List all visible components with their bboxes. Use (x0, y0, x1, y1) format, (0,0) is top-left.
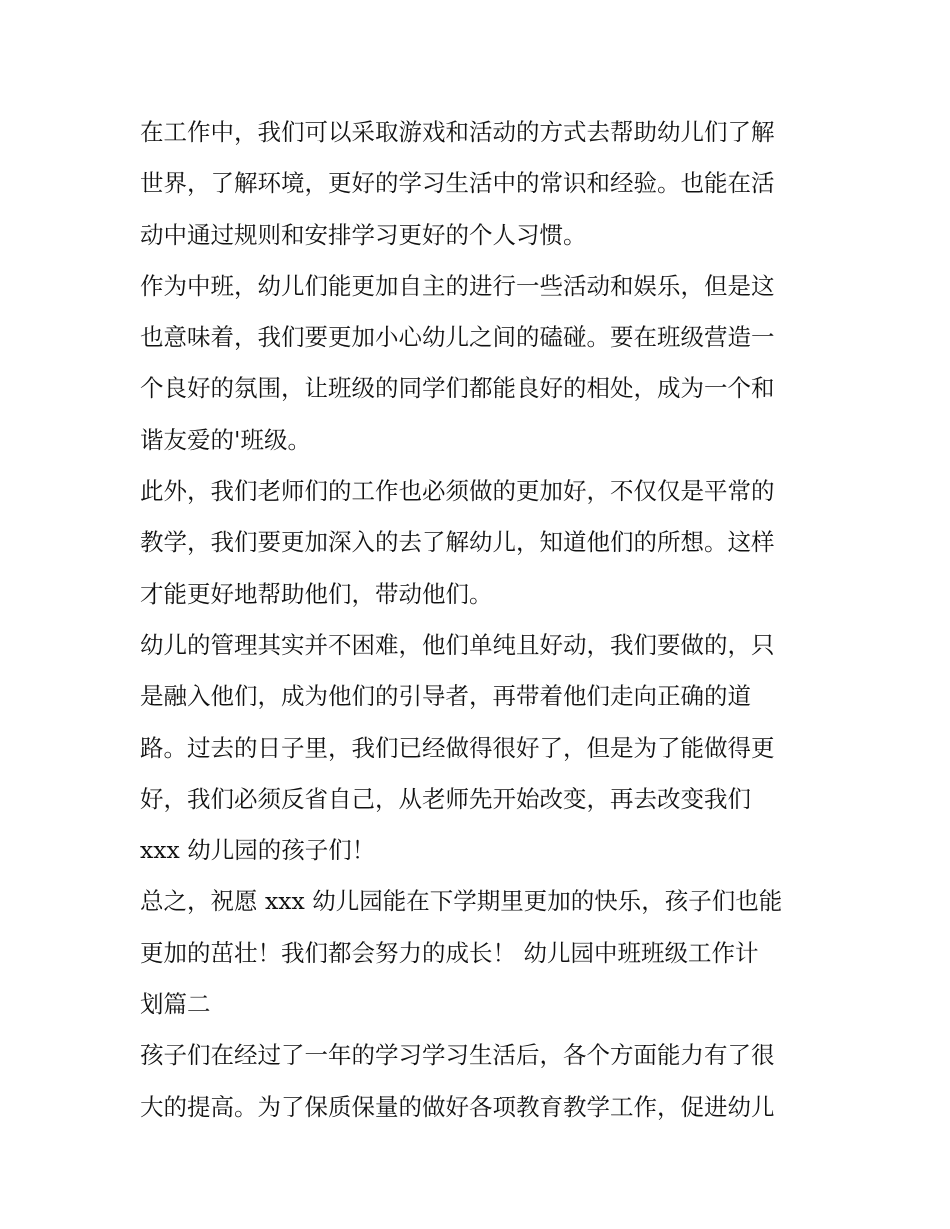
text-line: 个良好的氛围，让班级的同学们都能良好的相处，成为一个和 (140, 374, 775, 403)
text-line: 孩子们在经过了一年的学习学习生活后，各个方面能力有了很 (140, 1041, 775, 1070)
text-line: 作为中班，幼儿们能更加自主的进行一些活动和娱乐，但是这 (140, 271, 775, 300)
text-line: 在工作中，我们可以采取游戏和活动的方式去帮助幼儿们了解 (140, 118, 775, 146)
text-line: 也意味着，我们要更加小心幼儿之间的磕碰。要在班级营造一 (140, 323, 775, 352)
text-line: 划篇二 (140, 990, 211, 1019)
text-line: 教学，我们要更加深入的去了解幼儿，知道他们的所想。这样 (140, 528, 775, 557)
text-line: 幼儿的管理其实并不困难，他们单纯且好动，我们要做的，只 (140, 630, 775, 659)
text-line: 动中通过规则和安排学习更好的个人习惯。 (140, 220, 587, 249)
text-line: xxx 幼儿园的孩子们！ (140, 836, 376, 865)
text-line: 大的提高。为了保质保量的做好各项教育教学工作，促进幼儿 (140, 1092, 775, 1121)
document-body (140, 107, 820, 1133)
text-line: 世界，了解环境，更好的学习生活中的常识和经验。也能在活 (140, 169, 775, 198)
text-line: 好，我们必须反省自己，从老师先开始改变，再去改变我们 (140, 784, 751, 813)
text-line: 总之，祝愿 xxx 幼儿园能在下学期里更加的快乐，孩子们也能 (140, 887, 783, 916)
text-line: 更加的茁壮！我们都会努力的成长！ 幼儿园中班班级工作计 (140, 938, 759, 967)
text-line: 路。过去的日子里，我们已经做得很好了，但是为了能做得更 (140, 733, 775, 762)
text-line: 是融入他们，成为他们的引导者，再带着他们走向正确的道 (140, 682, 751, 711)
text-line: 谐友爱的'班级。 (140, 425, 311, 454)
text-line: 此外，我们老师们的工作也必须做的更加好，不仅仅是平常的 (140, 477, 775, 506)
text-line: 才能更好地帮助他们，带动他们。 (140, 579, 493, 608)
